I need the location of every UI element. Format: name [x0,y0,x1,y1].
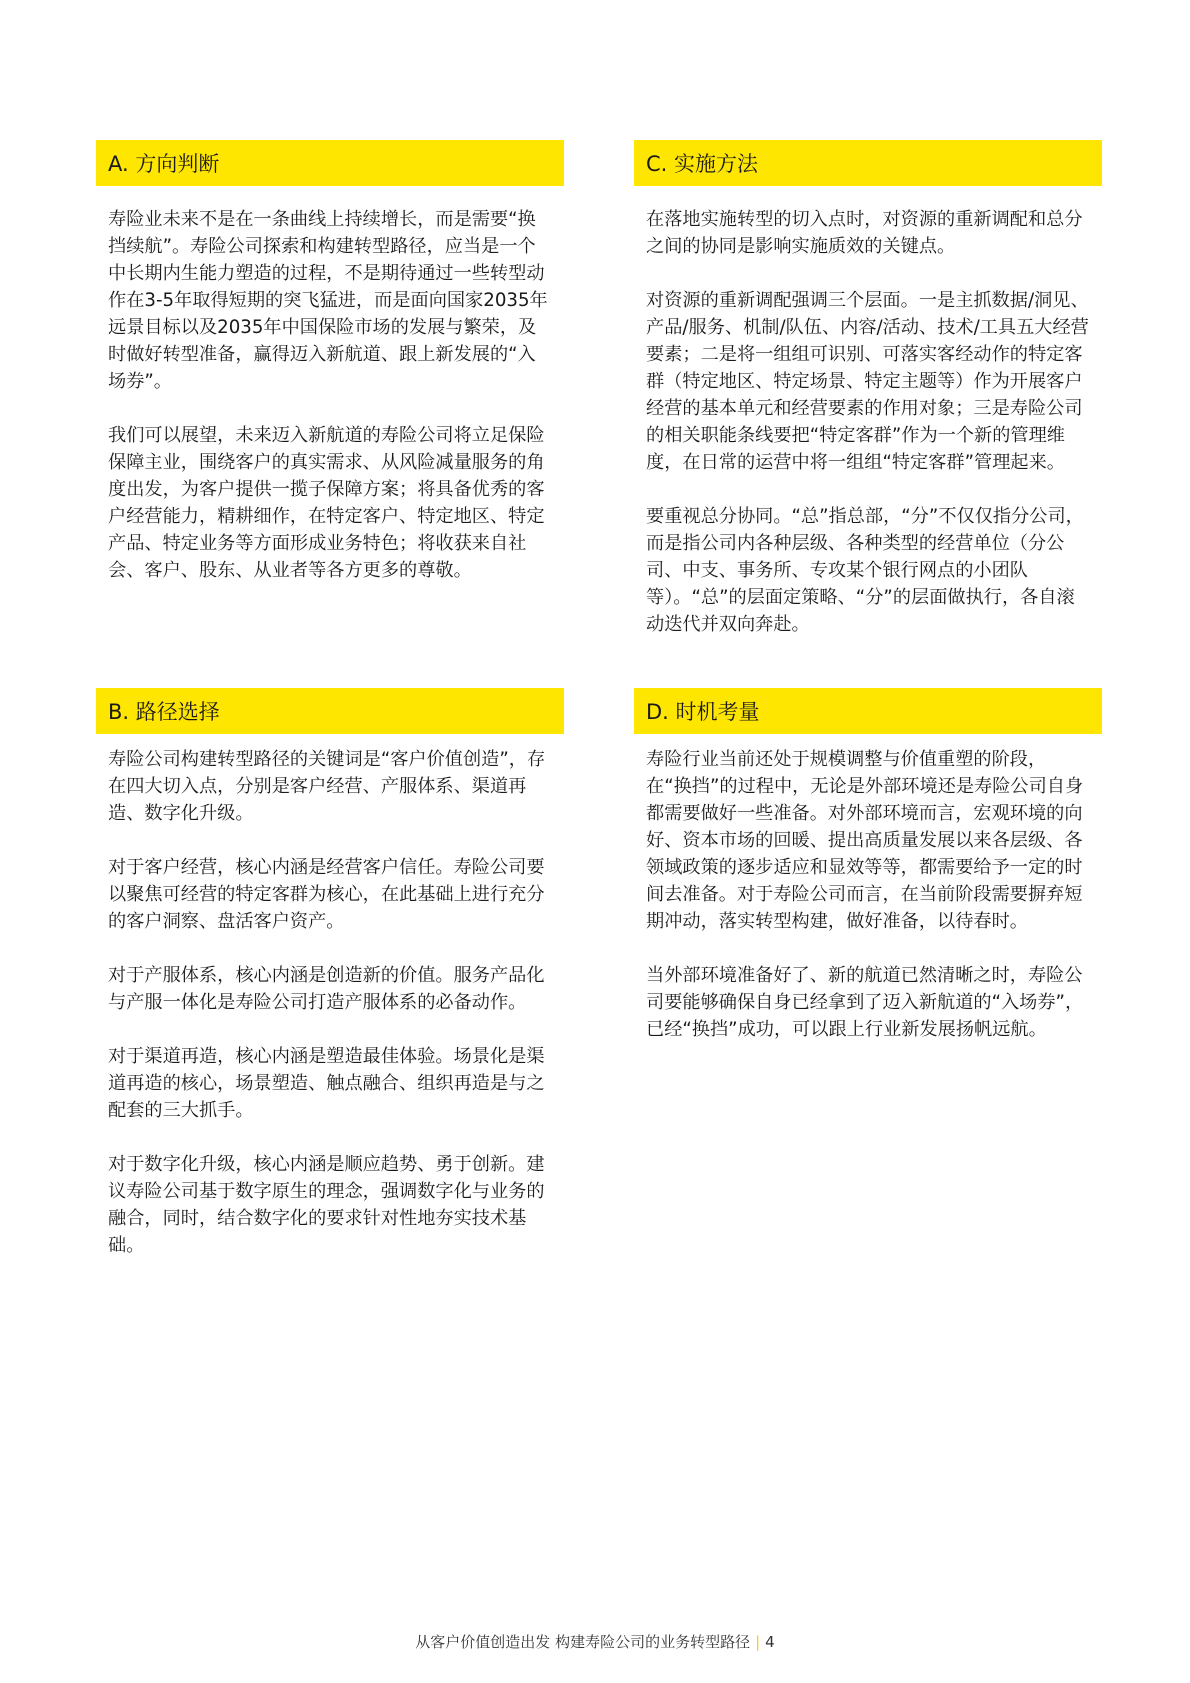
page-number: 4 [765,1633,775,1651]
section-b-header: B. 路径选择 [96,688,564,734]
paragraph: 当外部环境准备好了、新的航道已然清晰之时，寿险公司要能够确保自身已经拿到了迈入新航道的“入场券”，已经“换挡”成功，可以跟上行业新发展扬帆远航。 [646,965,1084,1040]
section-b-body [96,746,564,1259]
paragraph: 寿险行业当前还处于规模调整与价值重塑的阶段，在“换挡”的过程中，无论是外部环境还是寿险公司自身都需要做好一些准备。对外部环境而言，宏观环境的向好、资本市场的回暖、提出高质量发展以来各层级、各领域政策的逐步适应和显效等等，都需要给予一定的时间去准备。对于寿险公司而言，在当前阶段需要摒弃短期冲动，落实转型构建，做好准备，以待春时。 [646,749,1084,932]
paragraph: 在落地实施转型的切入点时，对资源的重新调配和总分之间的协同是影响实施质效的关键点。 [646,209,1083,257]
section-d-header: D. 时机考量 [634,688,1102,734]
section-c [634,140,1102,665]
section-c-body [634,206,1102,638]
section-a [96,140,564,611]
section-d-body [634,746,1102,1043]
page-footer [0,1631,1190,1652]
section-a-header: A. 方向判断 [96,140,564,186]
paragraph: 寿险公司构建转型路径的关键词是“客户价值创造”，存在四大切入点，分别是客户经营、产服体系、渠道再造、数字化升级。 [108,749,546,824]
paragraph: 对于数字化升级，核心内涵是顺应趋势、勇于创新。建议寿险公司基于数字原生的理念，强调数字化与业务的融合，同时，结合数字化的要求针对性地夯实技术基础。 [108,1154,545,1256]
footer-separator: | [755,1633,761,1651]
paragraph: 寿险业未来不是在一条曲线上持续增长，而是需要“换挡续航”。寿险公司探索和构建转型路径，应当是一个中长期内生能力塑造的过程，不是期待通过一些转型动作在3-5年取得短期的突飞猛进，而是面向国家2035年远景目标以及2035年中国保险市场的发展与繁荣，及时做好转型准备，赢得迈入新航道、跟上新发展的“入场券”。 [108,209,548,392]
paragraph: 要重视总分协同。“总”指总部，“分”不仅仅指分公司，而是指公司内各种层级、各种类型的经营单位（分公司、中支、事务所、专攻某个银行网点的小团队等）。“总”的层面定策略、“分”的层面做执行，各自滚动迭代并双向奔赴。 [646,506,1084,635]
paragraph: 我们可以展望，未来迈入新航道的寿险公司将立足保险保障主业，围绕客户的真实需求、从风险减量服务的角度出发，为客户提供一揽子保障方案；将具备优秀的客户经营能力，精耕细作，在特定客户、特定地区、特定产品、特定业务等方面形成业务特色；将收获来自社会、客户、股东、从业者等各方更多的尊敬。 [108,425,545,581]
paragraph: 对于客户经营，核心内涵是经营客户信任。寿险公司要以聚焦可经营的特定客群为核心，在此基础上进行充分的客户洞察、盘活客户资产。 [108,857,545,932]
paragraph: 对于渠道再造，核心内涵是塑造最佳体验。场景化是渠道再造的核心，场景塑造、触点融合、组织再造是与之配套的三大抓手。 [108,1046,545,1121]
section-a-body [96,206,564,584]
section-b [96,688,564,1286]
paragraph: 对资源的重新调配强调三个层面。一是主抓数据/洞见、产品/服务、机制/队伍、内容/活动、技术/工具五大经营要素；二是将一组组可识别、可落实客经动作的特定客群（特定地区、特定场景、特定主题等）作为开展客户经营的基本单元和经营要素的作用对象；三是寿险公司的相关职能条线要把“特定客群”作为一个新的管理维度，在日常的运营中将一组组“特定客群”管理起来。 [646,290,1089,473]
paragraph: 对于产服体系，核心内涵是创造新的价值。服务产品化与产服一体化是寿险公司打造产服体系的必备动作。 [108,965,545,1013]
footer-title: 从客户价值创造出发 构建寿险公司的业务转型路径 [415,1633,751,1651]
section-c-header: C. 实施方法 [634,140,1102,186]
section-d [634,688,1102,1070]
